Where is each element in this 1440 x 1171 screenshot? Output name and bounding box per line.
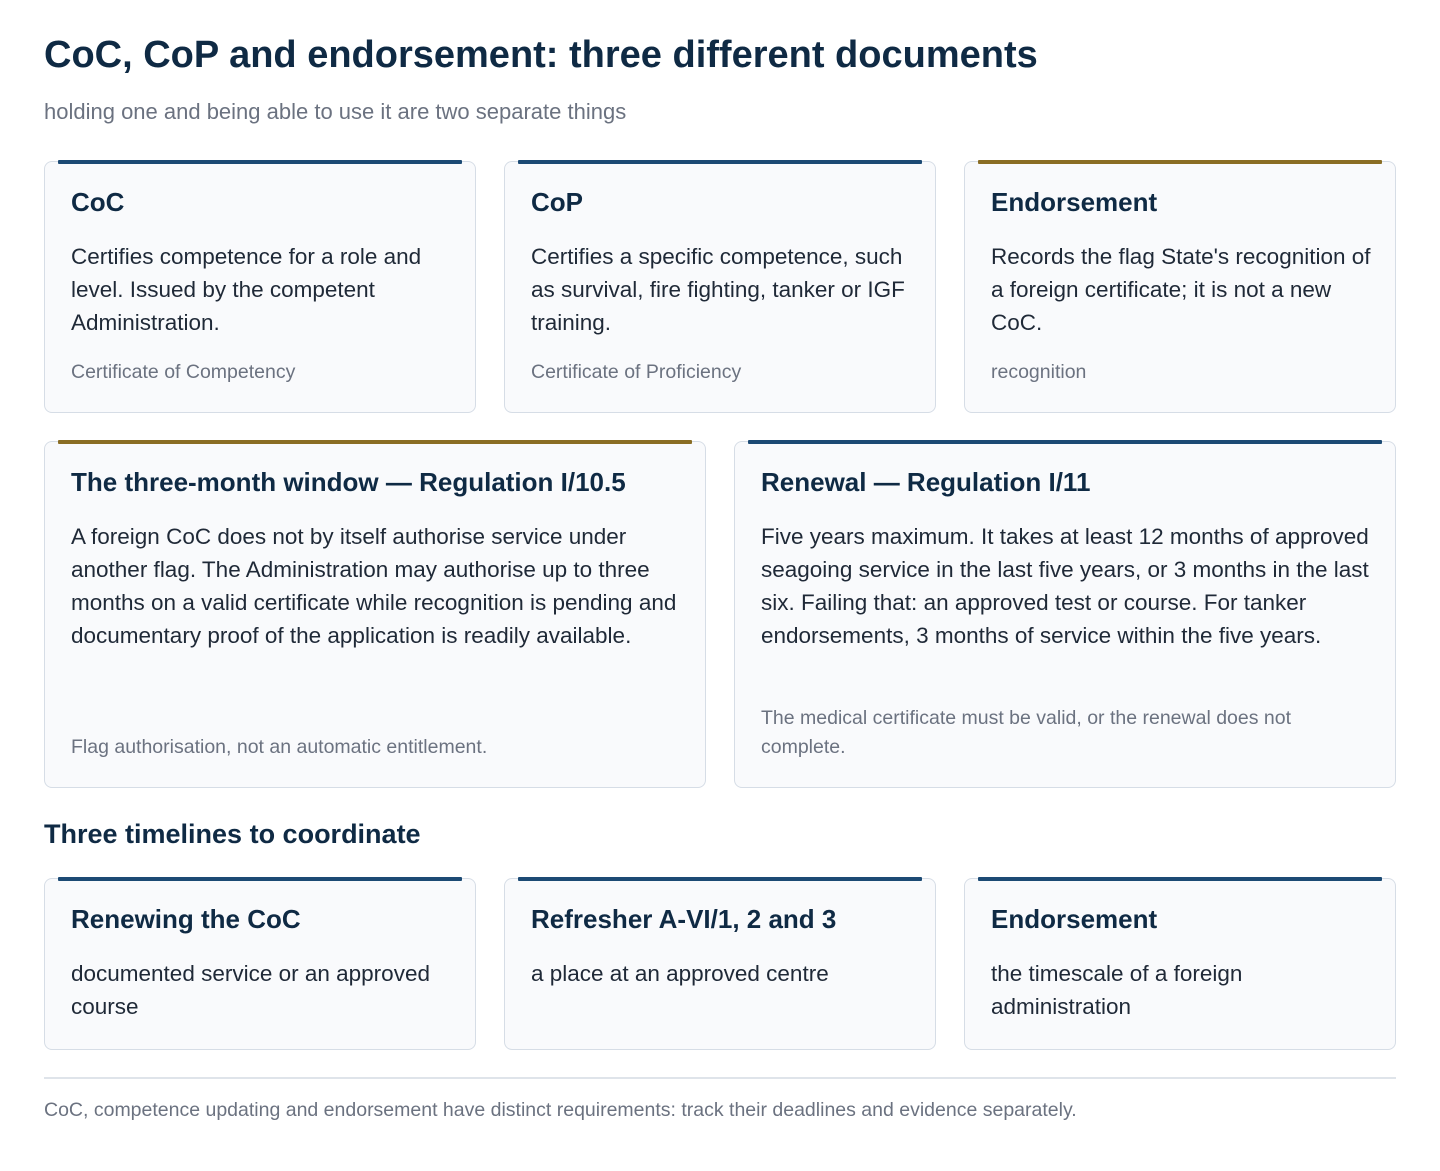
section-heading-timelines: Three timelines to coordinate	[44, 819, 421, 849]
card-title: Endorsement	[991, 187, 1158, 217]
card-accent-bar	[978, 160, 1382, 164]
card-timeline-renewing	[44, 878, 476, 1050]
card-title: Endorsement	[991, 904, 1158, 934]
card-title: CoC	[71, 187, 125, 217]
card-note: Certificate of Proficiency	[531, 361, 742, 383]
page-title: CoC, CoP and endorsement: three different documents	[44, 34, 1038, 76]
card-accent-bar	[58, 160, 462, 164]
card-timeline-refresher	[504, 878, 936, 1050]
card-body: documented service or an approved course	[71, 961, 430, 1019]
card-note: Flag authorisation, not an automatic entitlement.	[71, 736, 488, 758]
card-title: CoP	[531, 187, 583, 217]
card-title: Renewing the CoC	[71, 904, 301, 934]
card-body: Certifies competence for a role and level. Issued by the competent Administration.	[71, 244, 422, 335]
card-accent-bar	[58, 877, 462, 881]
card-note: The medical certificate must be valid, or the renewal does not complete.	[761, 707, 1292, 758]
card-accent-bar	[748, 440, 1382, 444]
footer-note: CoC, competence updating and endorsement have distinct requirements: track their deadlines and evidence separately.	[44, 1099, 1077, 1121]
card-note: Certificate of Competency	[71, 361, 296, 383]
card-accent-bar	[58, 440, 692, 444]
card-accent-bar	[518, 160, 922, 164]
card-coc	[44, 161, 476, 413]
card-timeline-endorsement	[964, 878, 1396, 1050]
card-body: the timescale of a foreign administration	[991, 961, 1243, 1019]
card-accent-bar	[518, 877, 922, 881]
card-body: Certifies a specific competence, such as survival, fire fighting, tanker or IGF training.	[531, 244, 905, 335]
card-title: Renewal — Regulation I/11	[761, 467, 1091, 497]
card-note: recognition	[991, 361, 1087, 383]
card-renewal	[734, 441, 1396, 788]
card-title: The three-month window — Regulation I/10.5	[71, 467, 626, 497]
card-body: Records the flag State's recognition of a foreign certificate; it is not a new CoC.	[991, 244, 1371, 335]
card-accent-bar	[978, 877, 1382, 881]
card-title: Refresher A-VI/1, 2 and 3	[531, 904, 837, 934]
card-three-month-window	[44, 441, 706, 788]
card-body: A foreign CoC does not by itself authorise service under another flag. The Administration may authorise up to three months on a valid certificate while recognition is pending and documentary proof of the application is readily available.	[71, 524, 677, 648]
card-body: Five years maximum. It takes at least 12 months of approved seagoing service in the last five years, or 3 months in the last six. Failing that: an approved test or course. For tanker endorsements, 3 months of service within the five years.	[761, 524, 1369, 648]
page-subtitle: holding one and being able to use it are two separate things	[44, 99, 627, 124]
card-endorsement	[964, 161, 1396, 413]
footer-divider	[44, 1077, 1396, 1079]
card-cop	[504, 161, 936, 413]
card-body: a place at an approved centre	[531, 961, 829, 986]
